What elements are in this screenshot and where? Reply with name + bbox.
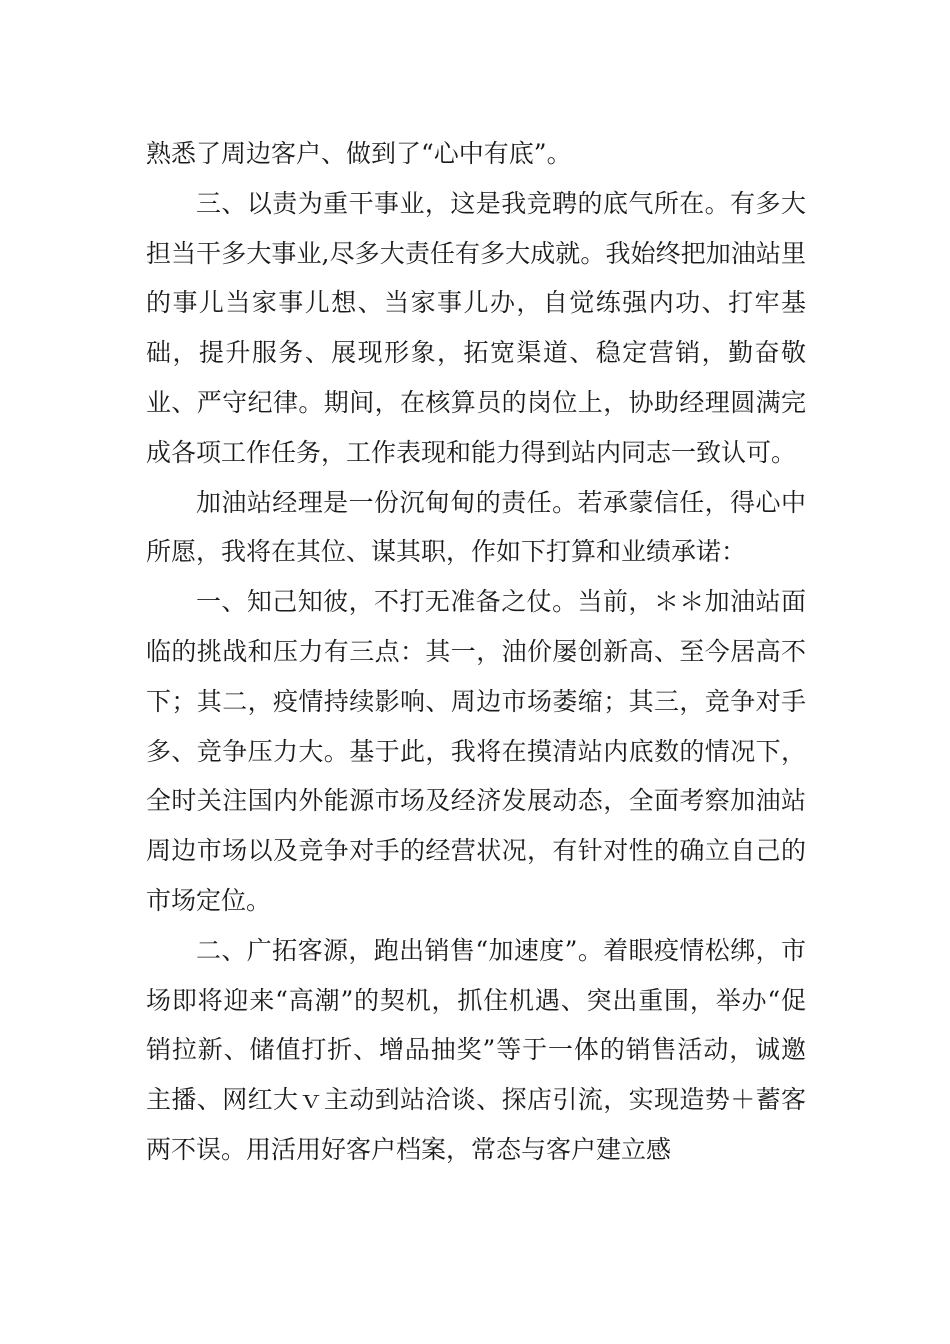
paragraph-point-one: 一、知己知彼，不打无准备之仗。当前，＊＊加油站面临的挑战和压力有三点：其一，油价屡创新高、至今居高不下；其二，疫情持续影响、周边市场萎缩；其三，竞争对手多、竞争压力大。基于此，我将在摸清站内底数的情况下，全时关注国内外能源市场及经济发展动态，全面考察加油站周边市场以及竞争对手的经营状况，有针对性的确立自己的市场定位。 [146,587,806,915]
paragraph-manager-commitment: 加油站经理是一份沉甸甸的责任。若承蒙信任，得心中所愿，我将在其位、谋其职，作如下打算和业绩承诺： [146,487,806,567]
paragraph-responsibility: 三、以责为重干事业，这是我竞聘的底气所在。有多大担当干多大事业,尽多大责任有多大成就。我始终把加油站里的事儿当家事儿想、当家事儿办，自觉练强内功、打牢基础，提升服务、展现形象，拓宽渠道、稳定营销，勤奋敬业、严守纪律。期间，在核算员的岗位上，协助经理圆满完成各项工作任务，工作表现和能力得到站内同志一致认可。 [146,188,806,467]
paragraph-continuation: 熟悉了周边客户、做到了“心中有底”。 [146,139,572,168]
document-body [146,129,806,1175]
paragraph-point-two: 二、广拓客源，跑出销售“加速度”。着眼疫情松绑，市场即将迎来“高潮”的契机，抓住机遇、突出重围，举办“促销拉新、储值打折、增品抽奖”等于一体的销售活动，诚邀主播、网红大ｖ主动到站洽谈、探店引流，实现造势＋蓄客两不误。用活用好客户档案，常态与客户建立感 [146,935,806,1164]
